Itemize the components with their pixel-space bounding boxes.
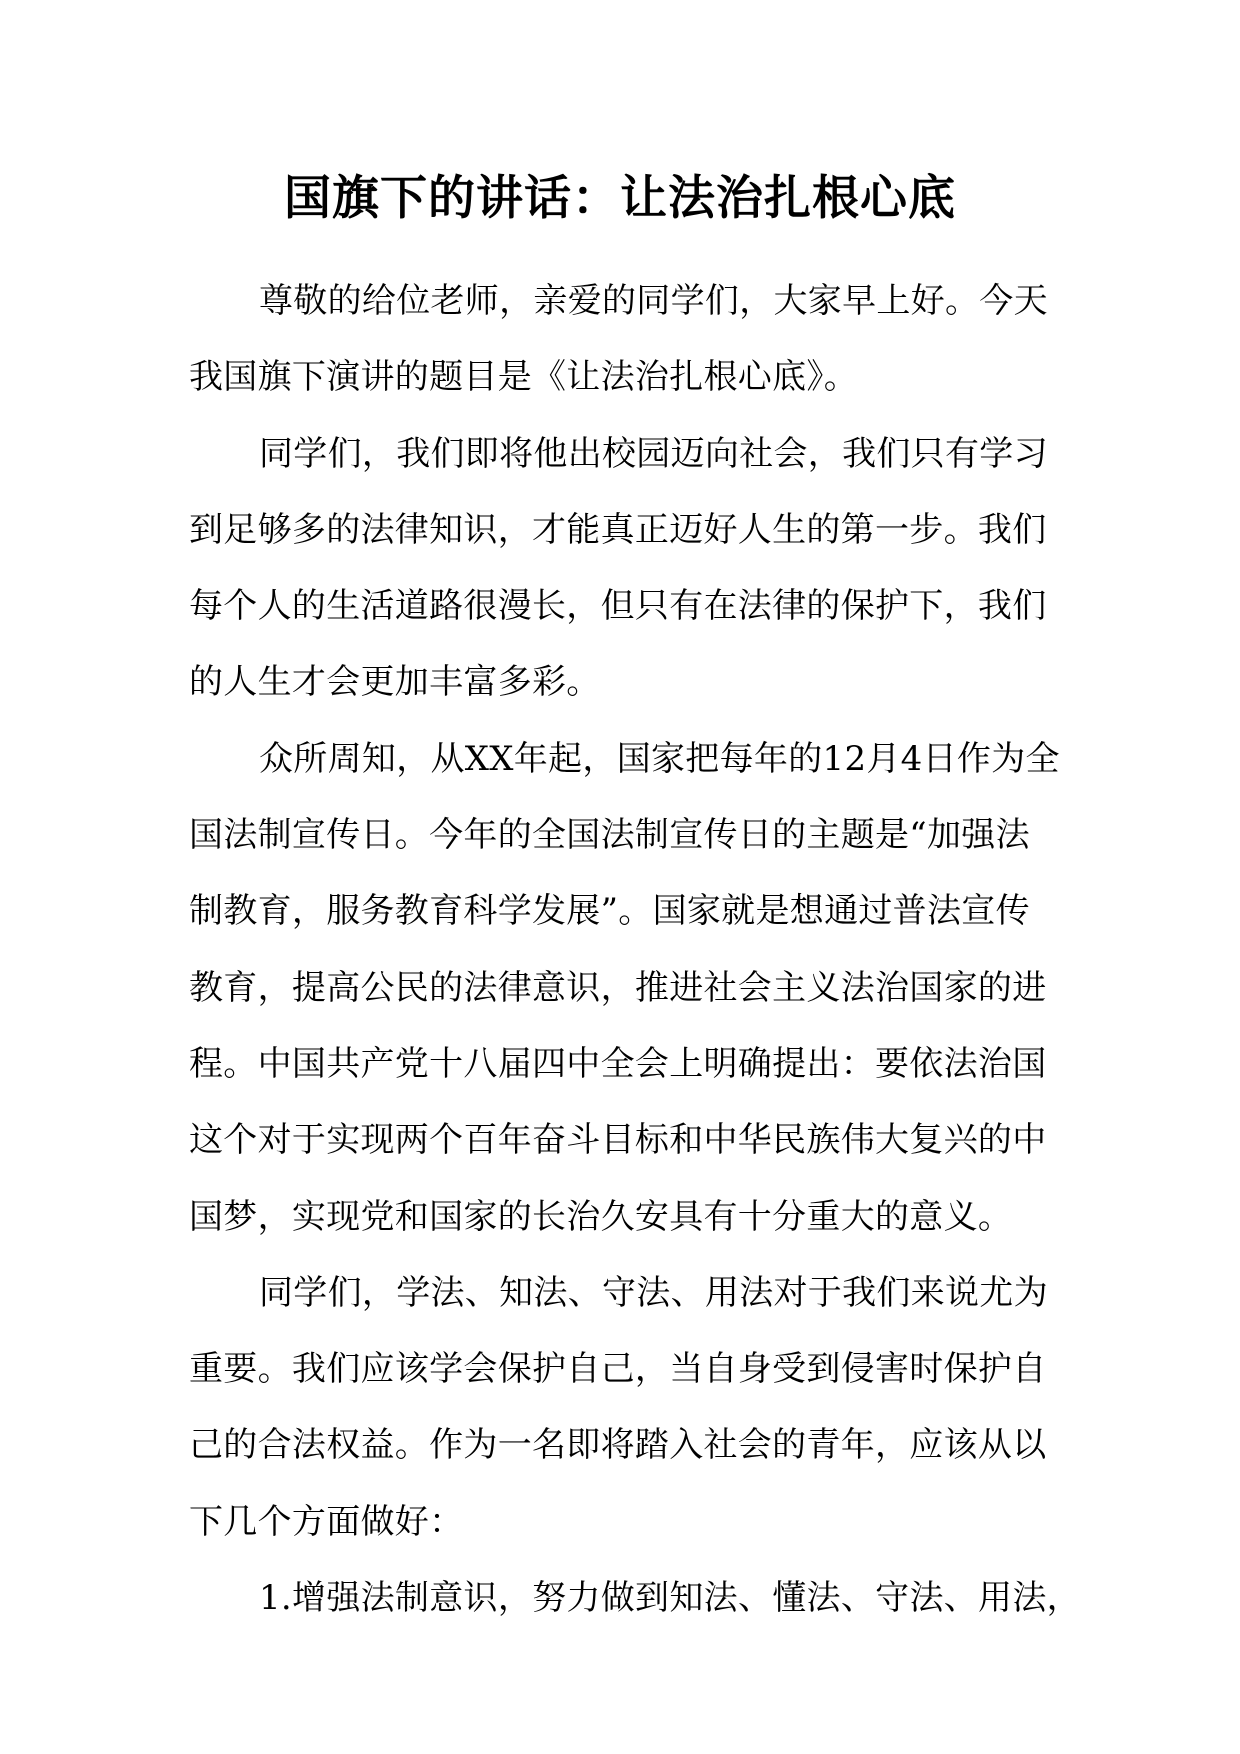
text-line: 重要。我们应该学会保护自己，当自身受到侵害时保护自 xyxy=(189,1349,1047,1390)
text-line: 尊敬的给位老师，亲爱的同学们，大家早上好。今天 xyxy=(259,281,1048,321)
text-line: 这个对于实现两个百年奋斗目标和中华民族伟大复兴的中 xyxy=(189,1120,1047,1161)
text-line: 的人生才会更加丰富多彩。 xyxy=(189,662,601,703)
text-line: 我国旗下演讲的题目是《让法治扎根心底》。 xyxy=(189,357,858,398)
text-line: 同学们，我们即将他出校园迈向社会，我们只有学习 xyxy=(259,433,1048,474)
document-body xyxy=(189,263,1081,1636)
text-line: 教育，提高公民的法律意识，推进社会主义法治国家的进 xyxy=(189,967,1047,1008)
text-line: 到足够多的法律知识，才能真正迈好人生的第一步。我们 xyxy=(189,509,1047,550)
text-line: 国法制宣传日。今年的全国法制宣传日的主题是“加强法 xyxy=(189,815,1030,856)
text-line: 程。中国共产党十八届四中全会上明确提出：要依法治国 xyxy=(189,1043,1047,1084)
text-line: 每个人的生活道路很漫长，但只有在法律的保护下，我们 xyxy=(189,586,1047,627)
text-line: 1.增强法制意识，努力做到知法、懂法、守法、用法， xyxy=(259,1578,1081,1619)
text-line: 下几个方面做好： xyxy=(189,1501,464,1542)
text-line: 制教育，服务教育科学发展”。国家就是想通过普法宣传 xyxy=(189,891,1030,932)
text-line: 同学们，学法、知法、守法、用法对于我们来说尤为 xyxy=(259,1272,1048,1313)
document-title: 国旗下的讲话：让法治扎根心底 xyxy=(284,171,956,226)
text-line: 众所周知，从XX年起，国家把每年的12月4日作为全 xyxy=(259,738,1060,779)
text-line: 己的合法权益。作为一名即将踏入社会的青年，应该从以 xyxy=(189,1425,1047,1466)
text-line: 国梦，实现党和国家的长治久安具有十分重大的意义。 xyxy=(189,1196,1013,1237)
